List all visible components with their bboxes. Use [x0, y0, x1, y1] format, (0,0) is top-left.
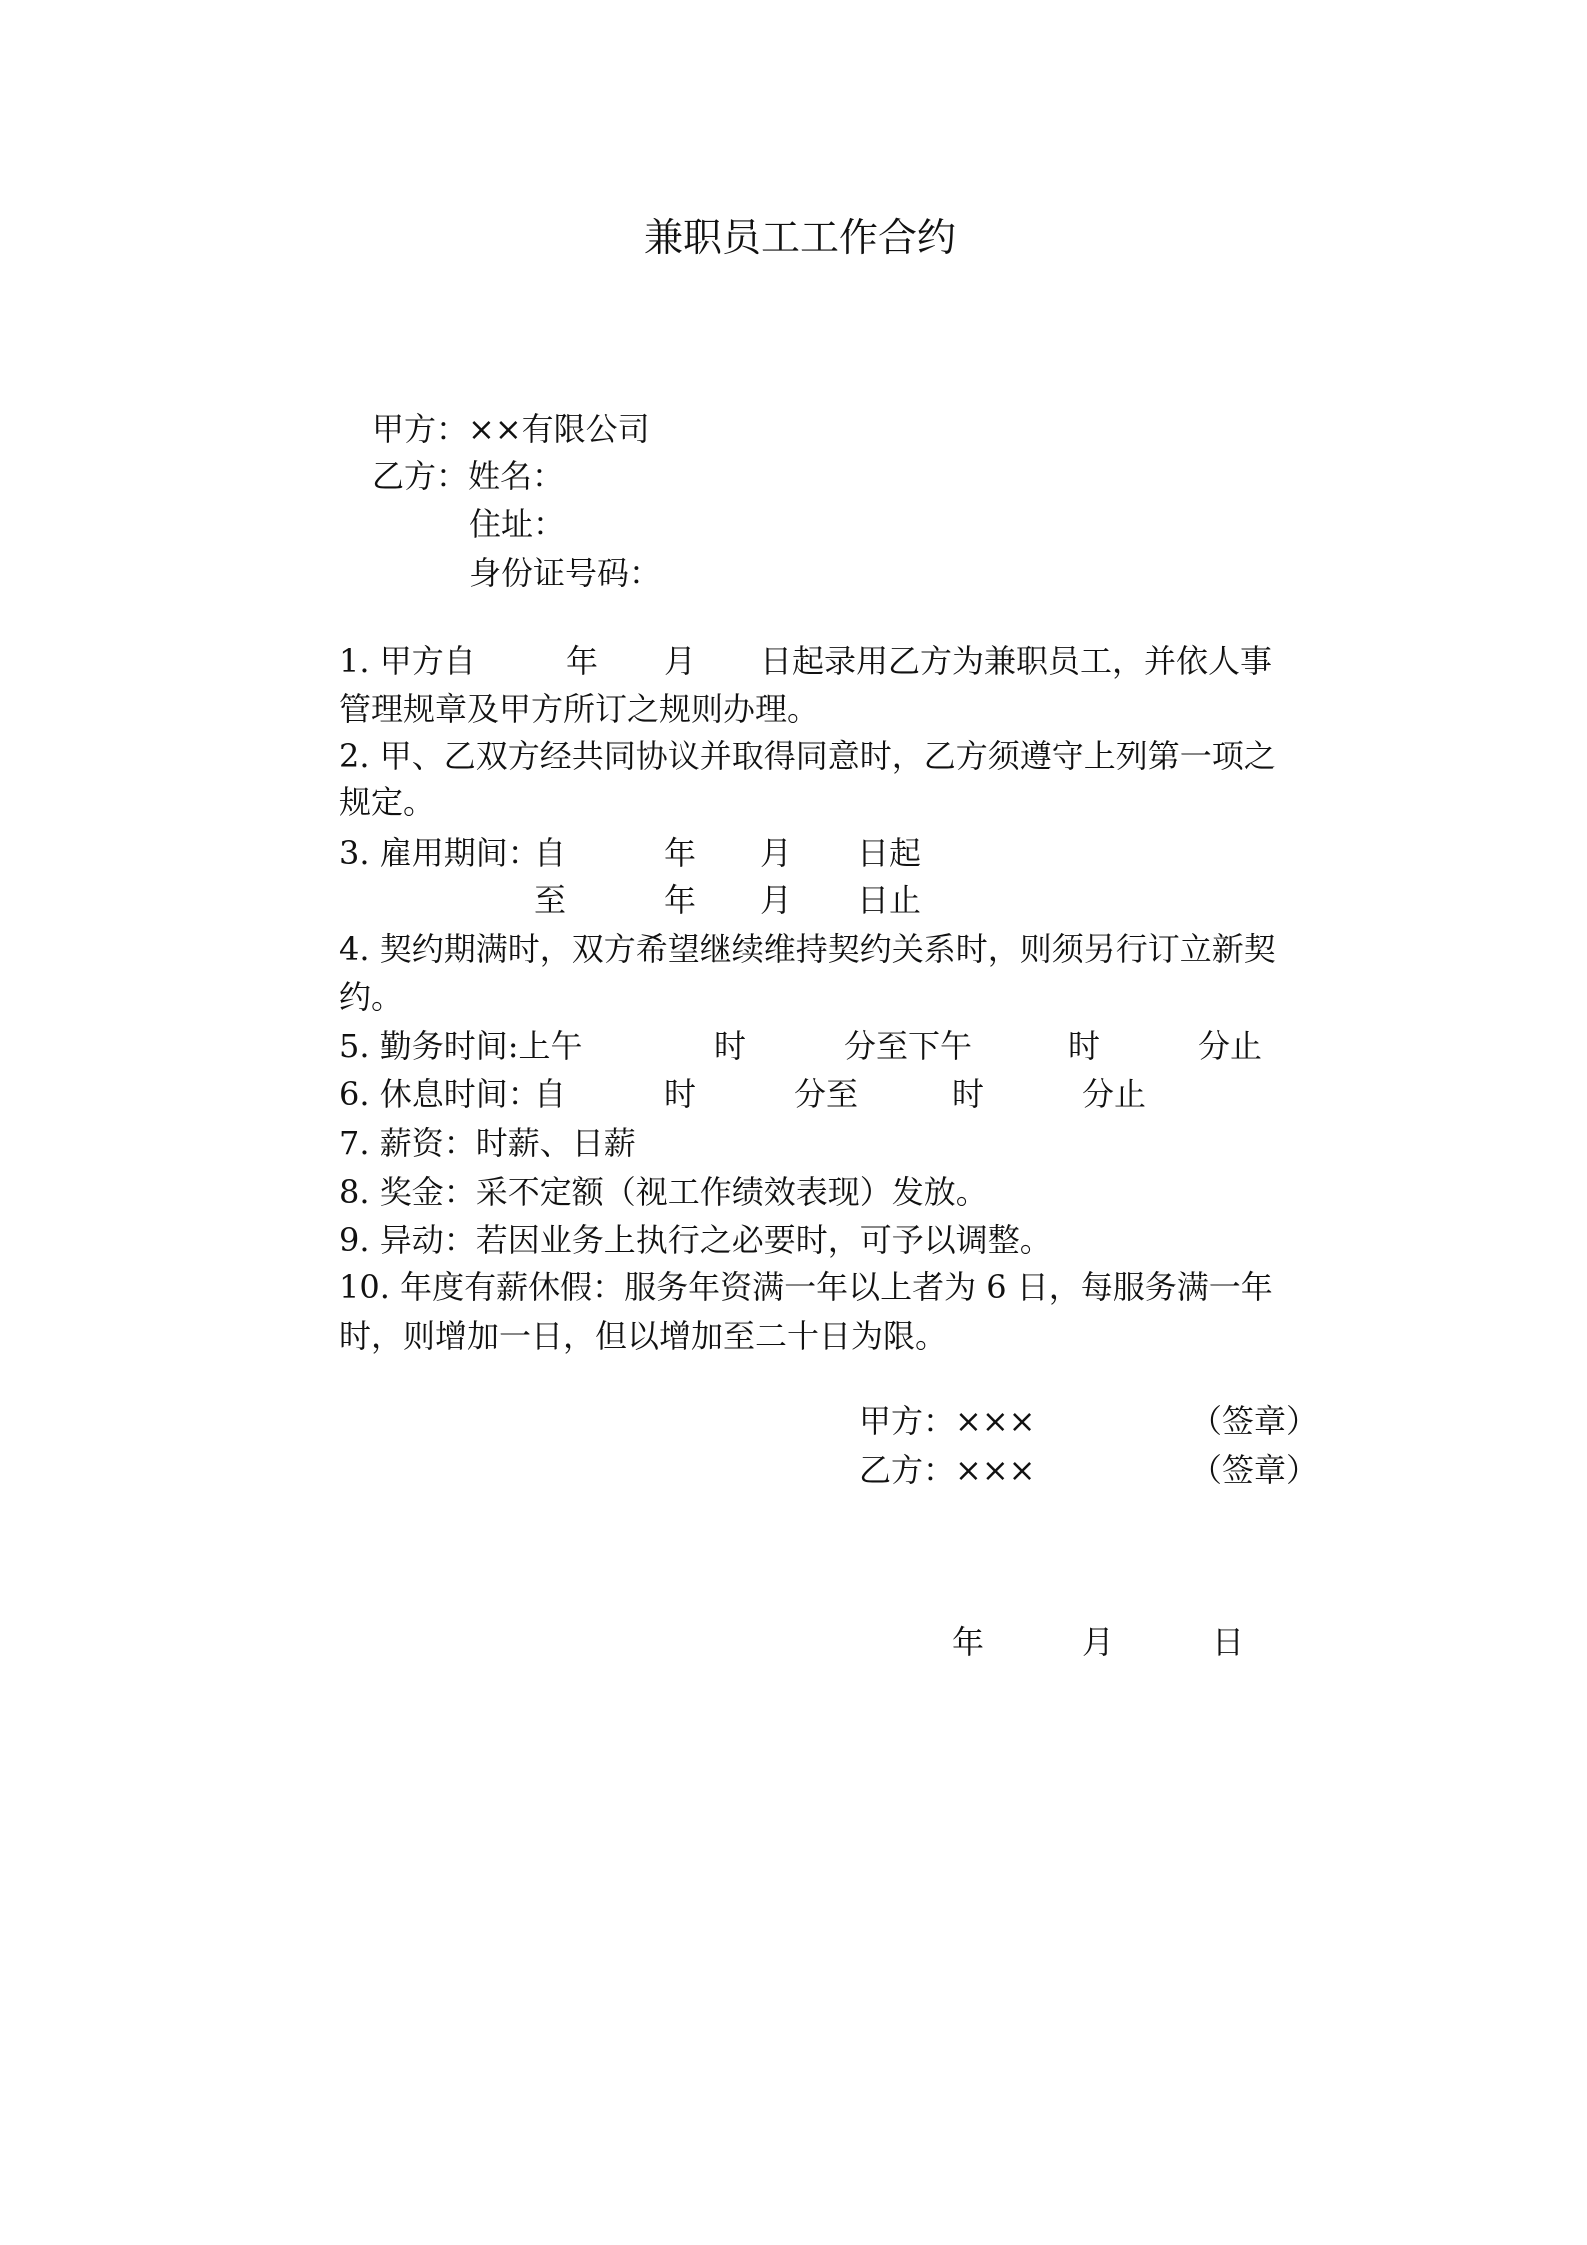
clause-3-day-start: 日起	[857, 834, 922, 872]
clause-8: 8. 奖金：采不定额（视工作绩效表现）发放。	[339, 1173, 988, 1211]
party-a: 甲方：××有限公司	[372, 410, 650, 448]
clause-10-text: 10. 年度有薪休假：服务年资满一年以上者为 6 日，每服务满一年	[339, 1268, 1273, 1306]
clause-6-hour-end: 时	[952, 1075, 985, 1113]
signature-party-b: 乙方：×××	[859, 1451, 1036, 1489]
clause-5-minute-end: 分止	[1198, 1027, 1263, 1065]
clause-1-rest: 日起录用乙方为兼职员工，并依人事	[760, 642, 1273, 680]
party-b-id-number: 身份证号码：	[469, 554, 662, 592]
clause-1-month: 月	[664, 642, 697, 680]
clause-3-label: 3. 雇用期间：	[339, 834, 540, 872]
clause-4-line-2: 约。	[339, 978, 404, 1016]
clause-5-hour: 时	[714, 1027, 747, 1065]
clause-3-year: 年	[664, 834, 697, 872]
date-month: 月	[1082, 1623, 1115, 1661]
clause-3-month: 月	[760, 834, 793, 872]
clause-10-line-2: 时，则增加一日，但以增加至二十日为限。	[339, 1317, 948, 1355]
clause-5-hour-end: 时	[1068, 1027, 1101, 1065]
clause-6-from: 自	[534, 1075, 567, 1113]
clause-4-text: 4. 契约期满时，双方希望继续维持契约关系时，则须另行订立新契	[339, 930, 1276, 968]
clause-1-line-2: 管理规章及甲方所订之规则办理。	[339, 690, 820, 728]
clause-3-to: 至	[534, 881, 567, 919]
clause-6-minute-to: 分至	[794, 1075, 859, 1113]
clause-3-from: 自	[534, 834, 567, 872]
document-title: 兼职员工工作合约	[643, 216, 956, 261]
clause-3-month-end: 月	[760, 881, 793, 919]
signature-party-a: 甲方：×××	[859, 1402, 1036, 1440]
clause-3-day-end: 日止	[857, 881, 922, 919]
clause-1-year: 年	[566, 642, 599, 680]
clause-2-line-2: 规定。	[339, 783, 436, 821]
clause-9: 9. 异动：若因业务上执行之必要时，可予以调整。	[339, 1221, 1052, 1259]
seal-party-b: （签章）	[1190, 1451, 1319, 1489]
seal-party-a: （签章）	[1190, 1402, 1319, 1440]
clause-5-label: 5. 勤务时间:上午	[339, 1027, 583, 1065]
clause-6-label: 6. 休息时间：	[339, 1075, 540, 1113]
clause-6-minute-end: 分止	[1082, 1075, 1147, 1113]
clause-6-hour: 时	[664, 1075, 697, 1113]
clause-5-minute-to-pm: 分至下午	[844, 1027, 973, 1065]
clause-1-text: 1. 甲方自	[339, 642, 476, 680]
clause-2-text: 2. 甲、乙双方经共同协议并取得同意时，乙方须遵守上列第一项之	[339, 737, 1276, 775]
party-b-name: 乙方：姓名：	[372, 457, 565, 495]
clause-7: 7. 薪资：时薪、日薪	[339, 1124, 636, 1162]
party-b-address: 住址：	[469, 505, 566, 543]
date-day: 日	[1212, 1623, 1245, 1661]
clause-3-year-end: 年	[664, 881, 697, 919]
date-year: 年	[952, 1623, 985, 1661]
